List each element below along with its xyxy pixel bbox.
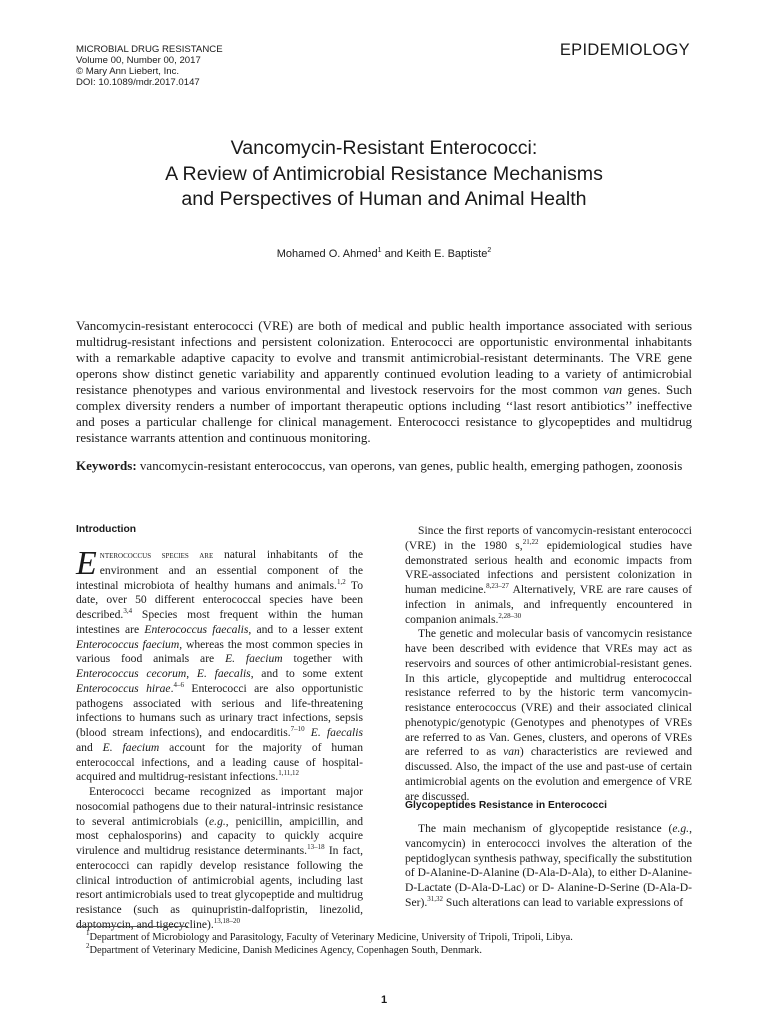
citation: 4–6 xyxy=(173,680,184,689)
italic-text: Enterococcus faecium xyxy=(76,637,180,651)
text-run: , whereas the most common species in various food animals are xyxy=(76,637,363,666)
journal-volume: Volume 00, Number 00, 2017 xyxy=(76,55,201,66)
text-run: , vancomycin) in enterococci involves the alteration of the peptidoglycan synthesis pathway, specifically the substitution of D-Alanine-D-Alanine (D-Ala-D-Ala), to either D-Alanine-D-Lactate (D-Ala-D-Lac) or D- Alanine-D-Serine (D-Ala-D-Ser). xyxy=(405,822,692,909)
smallcaps-lead: nterococcus species are xyxy=(99,550,214,561)
citation: 3,4 xyxy=(123,607,133,615)
page-number: 1 xyxy=(380,994,388,1006)
keywords xyxy=(76,458,692,474)
article-title xyxy=(60,136,708,213)
citation: 31,32 xyxy=(427,894,443,903)
italic-text: E. faecium xyxy=(102,740,160,754)
abstract-italic: van xyxy=(603,381,623,397)
text-run: Department of Veterinary Medicine, Danish Medicines Agency, Copenhagen South, Denmark. xyxy=(89,944,482,956)
text-run: Since the first reports of vancomycin-resistant enterococci (VRE) in the 1980 s, xyxy=(405,524,692,552)
paragraph xyxy=(76,545,364,785)
text-run: , and to some extent xyxy=(250,667,363,680)
text-run: Alternatively, VRE are rare causes of infection in animals, and infrequently encountered in companion animals. xyxy=(405,583,692,626)
drop-cap: E xyxy=(76,545,97,582)
text-run: account for the majority of human enterococcal infections, and a leading cause of hospital-acquired and multidrug-resistant infections. xyxy=(76,740,363,784)
text-run: . xyxy=(170,681,174,695)
paragraph xyxy=(76,785,363,933)
title-line: and Perspectives of Human and Animal Health xyxy=(181,188,587,210)
footnotes xyxy=(86,929,706,957)
citation: 13–18 xyxy=(307,843,325,851)
section-label: EPIDEMIOLOGY xyxy=(559,41,690,59)
italic-text: van xyxy=(503,745,520,759)
paragraph xyxy=(405,822,692,911)
citation: 8,23–27 xyxy=(486,582,509,590)
text-run: natural inhabitants of the environment and an essential component of the intestinal microbiota of healthy humans and animals. xyxy=(76,548,364,592)
keywords-text: vancomycin-resistant enterococcus, van operons, van genes, public health, emerging pathogen, zoonosis xyxy=(136,458,683,473)
text-run: , xyxy=(186,667,197,680)
citation: 21,22 xyxy=(522,537,539,546)
text-run: , penicillin, ampicillin, and most cephalosporins) and capacity to quickly acquire virulence and multidrug resistance determinants. xyxy=(76,814,363,857)
journal-copyright: © Mary Ann Liebert, Inc. xyxy=(76,66,180,77)
text-run: ) characteristics are reviewed and discussed. Also, the impact of the use and past-use of certain antimicrobial agents on the evolution and emergence of VRE are discussed. xyxy=(405,745,692,803)
italic-text: Enterococcus hirae xyxy=(76,681,171,695)
text-run: , and to a lesser extent xyxy=(248,622,363,636)
journal-doi: DOI: 10.1089/mdr.2017.0147 xyxy=(76,77,200,88)
text-run: Department of Microbiology and Parasitology, Faculty of Veterinary Medicine, University of Tripoli, Tripoli, Libya. xyxy=(89,932,573,943)
left-column xyxy=(76,545,364,933)
paragraph xyxy=(405,627,692,804)
italic-text: E. faecalis xyxy=(310,726,363,739)
citation: 2,28–30 xyxy=(498,611,522,620)
italic-text: e.g. xyxy=(209,814,226,828)
journal-name: MICROBIAL DRUG RESISTANCE xyxy=(76,44,223,55)
text-run: Species most frequent within the human intestines are xyxy=(76,608,363,636)
title-line: Vancomycin-Resistant Enterococci: xyxy=(230,137,538,159)
paragraph xyxy=(405,524,692,627)
italic-text: E. faecium xyxy=(225,652,283,666)
citation: 1,11,12 xyxy=(278,769,299,778)
title-line: A Review of Antimicrobial Resistance Mechanisms xyxy=(165,162,603,185)
text-run: In fact, enterococci can rapidly develop resistance following the clinical introduction of antimicrobial agents, including last resort antimicrobials used to treat glycopeptide and multidrug resistance (such as quinupristin-dalfopristin, linezolid, daptomycin, and tigecycline). xyxy=(76,844,363,931)
text-run: 1 xyxy=(86,929,90,937)
author-name: Mohamed O. Ahmed xyxy=(276,248,378,260)
author-name: Keith E. Baptiste xyxy=(406,248,488,260)
italic-text: e.g. xyxy=(672,822,690,835)
journal-info xyxy=(76,44,223,88)
abstract-text: genes. Such complex diversity renders a number of important therapeutic options including ‘‘last resort antibiotics’’ ineffective and poses a particular challenge for clinical management. Enterococci resistance to glycopeptides and multidrug resistance warrants attention and continuous monitoring. xyxy=(76,381,692,445)
section-heading-introduction: Introduction xyxy=(76,524,137,535)
text-run: The genetic and molecular basis of vancomycin resistance have been described with evidence that VREs may act as reservoirs and sources of other antimicrobial-resistant genes. In this article, glycopeptide and multidrug enterococcal resistance referred to by the historic term vancomycin-resistance enterococcus (VRE) and their associated clinical phenotypic/genotypic (Genotypes and phenotypes of VREs are referred to as Van. Genes, clusters, and operons of VREs are referred to as xyxy=(405,627,692,759)
italic-text: Enterococcus cecorum xyxy=(76,667,187,680)
italic-text: E. faecalis xyxy=(196,667,251,680)
citation: 1,2 xyxy=(336,577,346,586)
right-column-lower xyxy=(405,822,692,911)
footnote xyxy=(86,941,706,958)
affiliation-ref: 2 xyxy=(487,247,492,254)
text-run: Enterococci are also opportunistic pathogens associated with serious and life-threatening infections to humans such as urinary tract infections, sepsis (blood stream infections), and endocarditis. xyxy=(76,681,363,739)
citation: 7–10 xyxy=(290,725,305,733)
keywords-label: Keywords: xyxy=(76,458,137,473)
italic-text: Enterococcus faecalis xyxy=(144,622,249,636)
text-run: 2 xyxy=(86,941,90,950)
text-run: Enterococci became recognized as important major nosocomial pathogens due to their natural-intrinsic resistance to several antimicrobials ( xyxy=(76,785,363,828)
text-run: Such alterations can lead to variable expressions of xyxy=(442,895,684,909)
citation: 13,18–20 xyxy=(213,916,241,925)
author-joiner: and xyxy=(381,248,407,260)
abstract-text: Vancomycin-resistant enterococci (VRE) are both of medical and public health importance associated with serious multidrug-resistant infections and persistent colonization. Enterococci are opportunistic environmental inhabitants with a remarkable adaptive capacity to evolve and transmit antimicrobial-resistant determinants. The VRE gene operons show distinct genetic variability and apparently continued evolution leading to a variety of antimicrobial resistance phenotypes and various environmental and livestock reservoirs for the most common xyxy=(76,318,692,397)
author-list xyxy=(60,248,708,260)
footnote xyxy=(86,929,706,945)
text-run: and xyxy=(76,740,103,754)
section-heading-glycopeptides: Glycopeptides Resistance in Enterococci xyxy=(405,800,608,811)
abstract xyxy=(76,318,692,446)
text-run: The main mechanism of glycopeptide resistance ( xyxy=(418,822,673,835)
text-run: together with xyxy=(282,652,363,666)
footnote-divider xyxy=(76,926,188,927)
affiliation-ref: 1 xyxy=(377,247,382,254)
right-column xyxy=(405,524,692,804)
text-run: epidemiological studies have demonstrated serious health and economic impacts from VRE-associated infections and persistent colonization in human medicine. xyxy=(405,538,692,596)
text-run: To date, over 50 different enterococcal species have been described. xyxy=(76,578,363,621)
